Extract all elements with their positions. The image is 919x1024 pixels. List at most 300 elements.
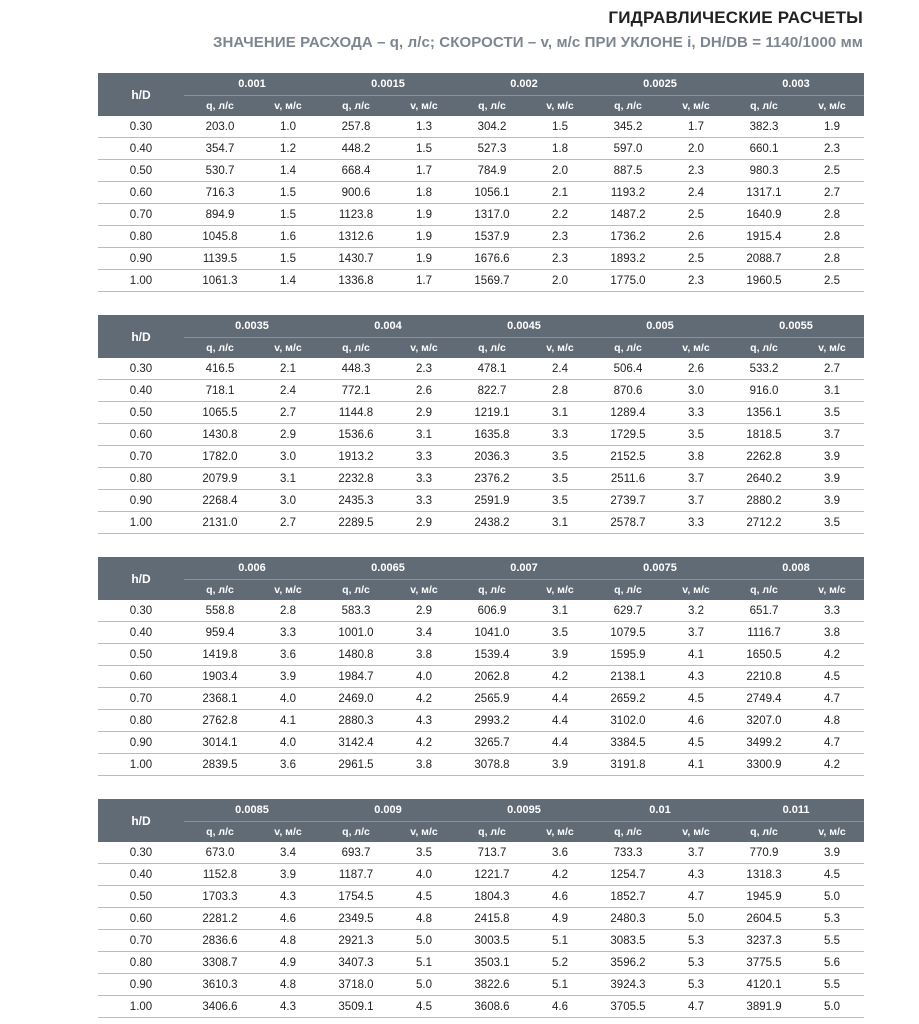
v-column-header: v, м/с: [256, 96, 320, 117]
hd-value: 0.60: [98, 666, 184, 688]
v-column-header: v, м/с: [528, 338, 592, 359]
q-column-header: q, л/с: [592, 96, 664, 117]
q-column-header: q, л/с: [320, 580, 392, 601]
v-value: 3.9: [256, 864, 320, 886]
q-column-header: q, л/с: [456, 822, 528, 843]
q-value: 2376.2: [456, 468, 528, 490]
q-value: 3608.6: [456, 996, 528, 1018]
v-value: 2.0: [528, 160, 592, 182]
table-row: [98, 644, 864, 666]
table-row: [98, 908, 864, 930]
q-value: 1487.2: [592, 204, 664, 226]
slope-header: 0.001: [184, 73, 320, 96]
q-column-header: q, л/с: [456, 338, 528, 359]
q-value: 1152.8: [184, 864, 256, 886]
q-value: 3610.3: [184, 974, 256, 996]
v-value: 4.4: [528, 688, 592, 710]
v-value: 2.5: [800, 160, 864, 182]
slope-header: 0.006: [184, 557, 320, 580]
q-value: 257.8: [320, 116, 392, 138]
q-value: 1915.4: [728, 226, 800, 248]
q-value: 2438.2: [456, 512, 528, 534]
q-value: 1480.8: [320, 644, 392, 666]
v-value: 1.5: [256, 182, 320, 204]
q-value: 629.7: [592, 600, 664, 622]
q-value: 533.2: [728, 358, 800, 380]
q-value: 693.7: [320, 842, 392, 864]
v-value: 4.7: [800, 732, 864, 754]
q-value: 1945.9: [728, 886, 800, 908]
v-value: 4.2: [392, 688, 456, 710]
q-value: 713.7: [456, 842, 528, 864]
v-column-header: v, м/с: [392, 822, 456, 843]
hd-value: 0.40: [98, 138, 184, 160]
table-row: [98, 424, 864, 446]
q-value: 3822.6: [456, 974, 528, 996]
v-value: 4.5: [664, 688, 728, 710]
v-value: 5.1: [528, 974, 592, 996]
hd-value: 0.30: [98, 116, 184, 138]
v-value: 3.1: [256, 468, 320, 490]
q-column-header: q, л/с: [728, 822, 800, 843]
v-value: 4.3: [392, 710, 456, 732]
table-row: [98, 248, 864, 270]
hydraulic-table: [98, 73, 864, 292]
hd-value: 0.70: [98, 204, 184, 226]
v-value: 1.8: [528, 138, 592, 160]
hd-value: 0.90: [98, 732, 184, 754]
v-value: 4.3: [664, 864, 728, 886]
page-subtitle: ЗНАЧЕНИЕ РАСХОДА – q, л/с; СКОРОСТИ – v, м/с ПРИ УКЛОНЕ i, DН/DВ = 1140/1000 мм: [212, 34, 863, 51]
table-row: [98, 930, 864, 952]
v-column-header: v, м/с: [664, 580, 728, 601]
v-value: 3.3: [664, 402, 728, 424]
v-value: 3.5: [528, 622, 592, 644]
q-column-header: q, л/с: [320, 822, 392, 843]
q-value: 1650.5: [728, 644, 800, 666]
q-value: 2993.2: [456, 710, 528, 732]
q-value: 822.7: [456, 380, 528, 402]
v-value: 4.8: [256, 930, 320, 952]
hd-value: 0.60: [98, 424, 184, 446]
q-value: 1903.4: [184, 666, 256, 688]
slope-header: 0.0095: [456, 799, 592, 822]
v-column-header: v, м/с: [392, 338, 456, 359]
q-value: 716.3: [184, 182, 256, 204]
slope-header: 0.0065: [320, 557, 456, 580]
q-value: 3191.8: [592, 754, 664, 776]
v-value: 3.4: [392, 622, 456, 644]
q-value: 2079.9: [184, 468, 256, 490]
slope-header: 0.011: [728, 799, 864, 822]
v-value: 4.1: [664, 754, 728, 776]
q-value: 2640.2: [728, 468, 800, 490]
v-value: 3.8: [392, 644, 456, 666]
v-column-header: v, м/с: [392, 96, 456, 117]
v-value: 3.5: [800, 512, 864, 534]
v-value: 4.2: [800, 644, 864, 666]
v-value: 3.8: [664, 446, 728, 468]
v-value: 4.1: [256, 710, 320, 732]
q-value: 3102.0: [592, 710, 664, 732]
v-value: 2.3: [664, 160, 728, 182]
q-value: 3142.4: [320, 732, 392, 754]
hd-column-header: h/D: [98, 799, 184, 842]
q-value: 3924.3: [592, 974, 664, 996]
q-value: 772.1: [320, 380, 392, 402]
v-value: 3.0: [664, 380, 728, 402]
v-value: 2.9: [392, 402, 456, 424]
table-row: [98, 864, 864, 886]
q-value: 2880.3: [320, 710, 392, 732]
hd-value: 0.90: [98, 974, 184, 996]
v-value: 4.7: [800, 688, 864, 710]
v-column-header: v, м/с: [664, 822, 728, 843]
q-value: 2659.2: [592, 688, 664, 710]
v-value: 4.1: [664, 644, 728, 666]
v-value: 2.5: [664, 204, 728, 226]
v-value: 3.3: [392, 468, 456, 490]
hd-value: 0.70: [98, 930, 184, 952]
hd-value: 1.00: [98, 754, 184, 776]
q-value: 2565.9: [456, 688, 528, 710]
v-value: 3.8: [392, 754, 456, 776]
v-value: 4.0: [256, 732, 320, 754]
v-value: 3.9: [528, 644, 592, 666]
q-value: 1336.8: [320, 270, 392, 292]
v-value: 3.3: [800, 600, 864, 622]
q-value: 718.1: [184, 380, 256, 402]
v-value: 4.0: [392, 864, 456, 886]
v-value: 4.2: [528, 864, 592, 886]
v-value: 1.7: [392, 270, 456, 292]
q-value: 1782.0: [184, 446, 256, 468]
v-value: 4.3: [664, 666, 728, 688]
hd-value: 0.80: [98, 468, 184, 490]
v-value: 2.3: [664, 270, 728, 292]
v-value: 4.8: [392, 908, 456, 930]
q-value: 4120.1: [728, 974, 800, 996]
q-value: 1193.2: [592, 182, 664, 204]
q-value: 448.3: [320, 358, 392, 380]
v-column-header: v, м/с: [664, 338, 728, 359]
table-row: [98, 468, 864, 490]
q-value: 2268.4: [184, 490, 256, 512]
q-value: 916.0: [728, 380, 800, 402]
v-value: 1.9: [392, 204, 456, 226]
v-value: 2.1: [256, 358, 320, 380]
v-value: 3.5: [664, 424, 728, 446]
table-row: [98, 182, 864, 204]
v-value: 2.7: [256, 402, 320, 424]
q-value: 3237.3: [728, 930, 800, 952]
q-value: 733.3: [592, 842, 664, 864]
v-value: 1.5: [392, 138, 456, 160]
hd-value: 0.70: [98, 446, 184, 468]
q-value: 2138.1: [592, 666, 664, 688]
v-column-header: v, м/с: [528, 96, 592, 117]
q-column-header: q, л/с: [184, 580, 256, 601]
hydraulic-table: [98, 799, 864, 1018]
v-value: 4.9: [528, 908, 592, 930]
q-value: 3509.1: [320, 996, 392, 1018]
q-column-header: q, л/с: [320, 96, 392, 117]
hd-value: 0.30: [98, 358, 184, 380]
q-value: 770.9: [728, 842, 800, 864]
v-value: 3.9: [800, 468, 864, 490]
v-value: 2.8: [256, 600, 320, 622]
hd-column-header: h/D: [98, 557, 184, 600]
hd-value: 0.80: [98, 710, 184, 732]
q-value: 1736.2: [592, 226, 664, 248]
q-value: 506.4: [592, 358, 664, 380]
v-value: 2.7: [800, 182, 864, 204]
slope-header: 0.0035: [184, 315, 320, 338]
q-value: 980.3: [728, 160, 800, 182]
q-column-header: q, л/с: [184, 338, 256, 359]
slope-header: 0.0055: [728, 315, 864, 338]
q-value: 1356.1: [728, 402, 800, 424]
q-value: 1539.4: [456, 644, 528, 666]
q-value: 2469.0: [320, 688, 392, 710]
table-row: [98, 512, 864, 534]
q-value: 583.3: [320, 600, 392, 622]
slope-header: 0.0085: [184, 799, 320, 822]
v-value: 5.1: [528, 930, 592, 952]
q-value: 2712.2: [728, 512, 800, 534]
v-value: 1.5: [256, 204, 320, 226]
q-value: 1061.3: [184, 270, 256, 292]
q-value: 2604.5: [728, 908, 800, 930]
q-value: 1595.9: [592, 644, 664, 666]
v-value: 3.3: [392, 446, 456, 468]
v-column-header: v, м/с: [664, 96, 728, 117]
v-value: 2.2: [528, 204, 592, 226]
v-value: 3.5: [392, 842, 456, 864]
q-value: 1703.3: [184, 886, 256, 908]
v-value: 3.7: [664, 490, 728, 512]
v-value: 5.0: [664, 908, 728, 930]
q-value: 3775.5: [728, 952, 800, 974]
v-value: 2.0: [528, 270, 592, 292]
q-value: 1056.1: [456, 182, 528, 204]
v-value: 5.1: [392, 952, 456, 974]
q-value: 1913.2: [320, 446, 392, 468]
v-value: 4.2: [392, 732, 456, 754]
slope-header: 0.003: [728, 73, 864, 96]
q-value: 1893.2: [592, 248, 664, 270]
q-value: 304.2: [456, 116, 528, 138]
v-value: 5.3: [664, 930, 728, 952]
v-value: 3.0: [256, 490, 320, 512]
q-value: 1318.3: [728, 864, 800, 886]
table-row: [98, 204, 864, 226]
q-value: 1317.1: [728, 182, 800, 204]
q-value: 382.3: [728, 116, 800, 138]
v-value: 2.9: [392, 600, 456, 622]
q-value: 2088.7: [728, 248, 800, 270]
v-value: 1.3: [392, 116, 456, 138]
q-value: 1754.5: [320, 886, 392, 908]
table-row: [98, 974, 864, 996]
q-value: 3718.0: [320, 974, 392, 996]
q-value: 2749.4: [728, 688, 800, 710]
q-column-header: q, л/с: [728, 580, 800, 601]
q-value: 660.1: [728, 138, 800, 160]
q-value: 2762.8: [184, 710, 256, 732]
table-row: [98, 226, 864, 248]
table-row: [98, 116, 864, 138]
v-column-header: v, м/с: [256, 822, 320, 843]
q-value: 1116.7: [728, 622, 800, 644]
q-value: 606.9: [456, 600, 528, 622]
v-value: 3.5: [528, 446, 592, 468]
q-value: 2415.8: [456, 908, 528, 930]
hydraulic-table: [98, 557, 864, 776]
q-value: 673.0: [184, 842, 256, 864]
q-value: 3207.0: [728, 710, 800, 732]
q-value: 1818.5: [728, 424, 800, 446]
v-value: 4.5: [664, 732, 728, 754]
v-value: 5.0: [800, 886, 864, 908]
slope-header: 0.009: [320, 799, 456, 822]
v-value: 4.5: [800, 864, 864, 886]
table-row: [98, 754, 864, 776]
q-value: 1041.0: [456, 622, 528, 644]
v-value: 3.6: [528, 842, 592, 864]
q-column-header: q, л/с: [456, 580, 528, 601]
v-value: 2.9: [392, 512, 456, 534]
slope-header: 0.007: [456, 557, 592, 580]
q-value: 558.8: [184, 600, 256, 622]
v-value: 1.4: [256, 270, 320, 292]
table-row: [98, 380, 864, 402]
v-value: 3.1: [528, 402, 592, 424]
v-value: 2.3: [528, 248, 592, 270]
q-value: 1852.7: [592, 886, 664, 908]
q-value: 1635.8: [456, 424, 528, 446]
hd-value: 1.00: [98, 996, 184, 1018]
v-value: 4.6: [256, 908, 320, 930]
q-value: 1984.7: [320, 666, 392, 688]
v-value: 3.5: [800, 402, 864, 424]
q-value: 2152.5: [592, 446, 664, 468]
q-value: 1065.5: [184, 402, 256, 424]
v-value: 4.3: [256, 996, 320, 1018]
table-row: [98, 842, 864, 864]
q-value: 345.2: [592, 116, 664, 138]
q-value: 1045.8: [184, 226, 256, 248]
v-column-header: v, м/с: [800, 96, 864, 117]
slope-header: 0.008: [728, 557, 864, 580]
v-value: 5.6: [800, 952, 864, 974]
q-value: 597.0: [592, 138, 664, 160]
v-value: 2.9: [256, 424, 320, 446]
v-value: 3.3: [664, 512, 728, 534]
q-value: 2480.3: [592, 908, 664, 930]
v-value: 3.2: [664, 600, 728, 622]
hd-value: 0.80: [98, 226, 184, 248]
v-value: 1.9: [800, 116, 864, 138]
q-value: 3596.2: [592, 952, 664, 974]
table-row: [98, 490, 864, 512]
q-column-header: q, л/с: [456, 96, 528, 117]
q-value: 2289.5: [320, 512, 392, 534]
v-value: 4.6: [664, 710, 728, 732]
q-value: 2921.3: [320, 930, 392, 952]
q-value: 1221.7: [456, 864, 528, 886]
table-row: [98, 710, 864, 732]
hd-value: 0.40: [98, 864, 184, 886]
hd-value: 0.40: [98, 622, 184, 644]
table-row: [98, 138, 864, 160]
q-value: 478.1: [456, 358, 528, 380]
hd-value: 0.50: [98, 160, 184, 182]
table-row: [98, 688, 864, 710]
q-value: 1219.1: [456, 402, 528, 424]
q-value: 448.2: [320, 138, 392, 160]
hd-value: 0.70: [98, 688, 184, 710]
q-value: 2232.8: [320, 468, 392, 490]
hd-value: 0.60: [98, 908, 184, 930]
v-column-header: v, м/с: [528, 580, 592, 601]
q-value: 3503.1: [456, 952, 528, 974]
q-column-header: q, л/с: [728, 96, 800, 117]
v-value: 2.0: [664, 138, 728, 160]
v-value: 4.0: [256, 688, 320, 710]
v-value: 3.3: [256, 622, 320, 644]
q-value: 1676.6: [456, 248, 528, 270]
v-value: 3.1: [392, 424, 456, 446]
table-row: [98, 732, 864, 754]
q-value: 2062.8: [456, 666, 528, 688]
v-value: 2.3: [800, 138, 864, 160]
q-value: 1960.5: [728, 270, 800, 292]
v-value: 4.5: [392, 886, 456, 908]
q-value: 3300.9: [728, 754, 800, 776]
q-column-header: q, л/с: [184, 96, 256, 117]
v-value: 2.4: [528, 358, 592, 380]
v-value: 4.6: [528, 996, 592, 1018]
q-value: 416.5: [184, 358, 256, 380]
hd-value: 0.30: [98, 600, 184, 622]
q-value: 3499.2: [728, 732, 800, 754]
v-column-header: v, м/с: [256, 338, 320, 359]
v-value: 1.8: [392, 182, 456, 204]
q-value: 2131.0: [184, 512, 256, 534]
q-value: 1775.0: [592, 270, 664, 292]
q-value: 354.7: [184, 138, 256, 160]
slope-header: 0.0075: [592, 557, 728, 580]
q-value: 1430.7: [320, 248, 392, 270]
v-value: 4.2: [800, 754, 864, 776]
q-value: 1729.5: [592, 424, 664, 446]
v-value: 4.7: [664, 886, 728, 908]
v-value: 3.8: [800, 622, 864, 644]
v-value: 2.7: [800, 358, 864, 380]
v-value: 4.3: [256, 886, 320, 908]
q-value: 2739.7: [592, 490, 664, 512]
slope-header: 0.005: [592, 315, 728, 338]
q-column-header: q, л/с: [592, 338, 664, 359]
v-value: 1.7: [664, 116, 728, 138]
v-value: 4.2: [528, 666, 592, 688]
q-value: 1187.7: [320, 864, 392, 886]
slope-header: 0.0045: [456, 315, 592, 338]
hd-value: 0.50: [98, 886, 184, 908]
hd-value: 0.80: [98, 952, 184, 974]
page-title: ГИДРАВЛИЧЕСКИЕ РАСЧЕТЫ: [608, 8, 863, 27]
